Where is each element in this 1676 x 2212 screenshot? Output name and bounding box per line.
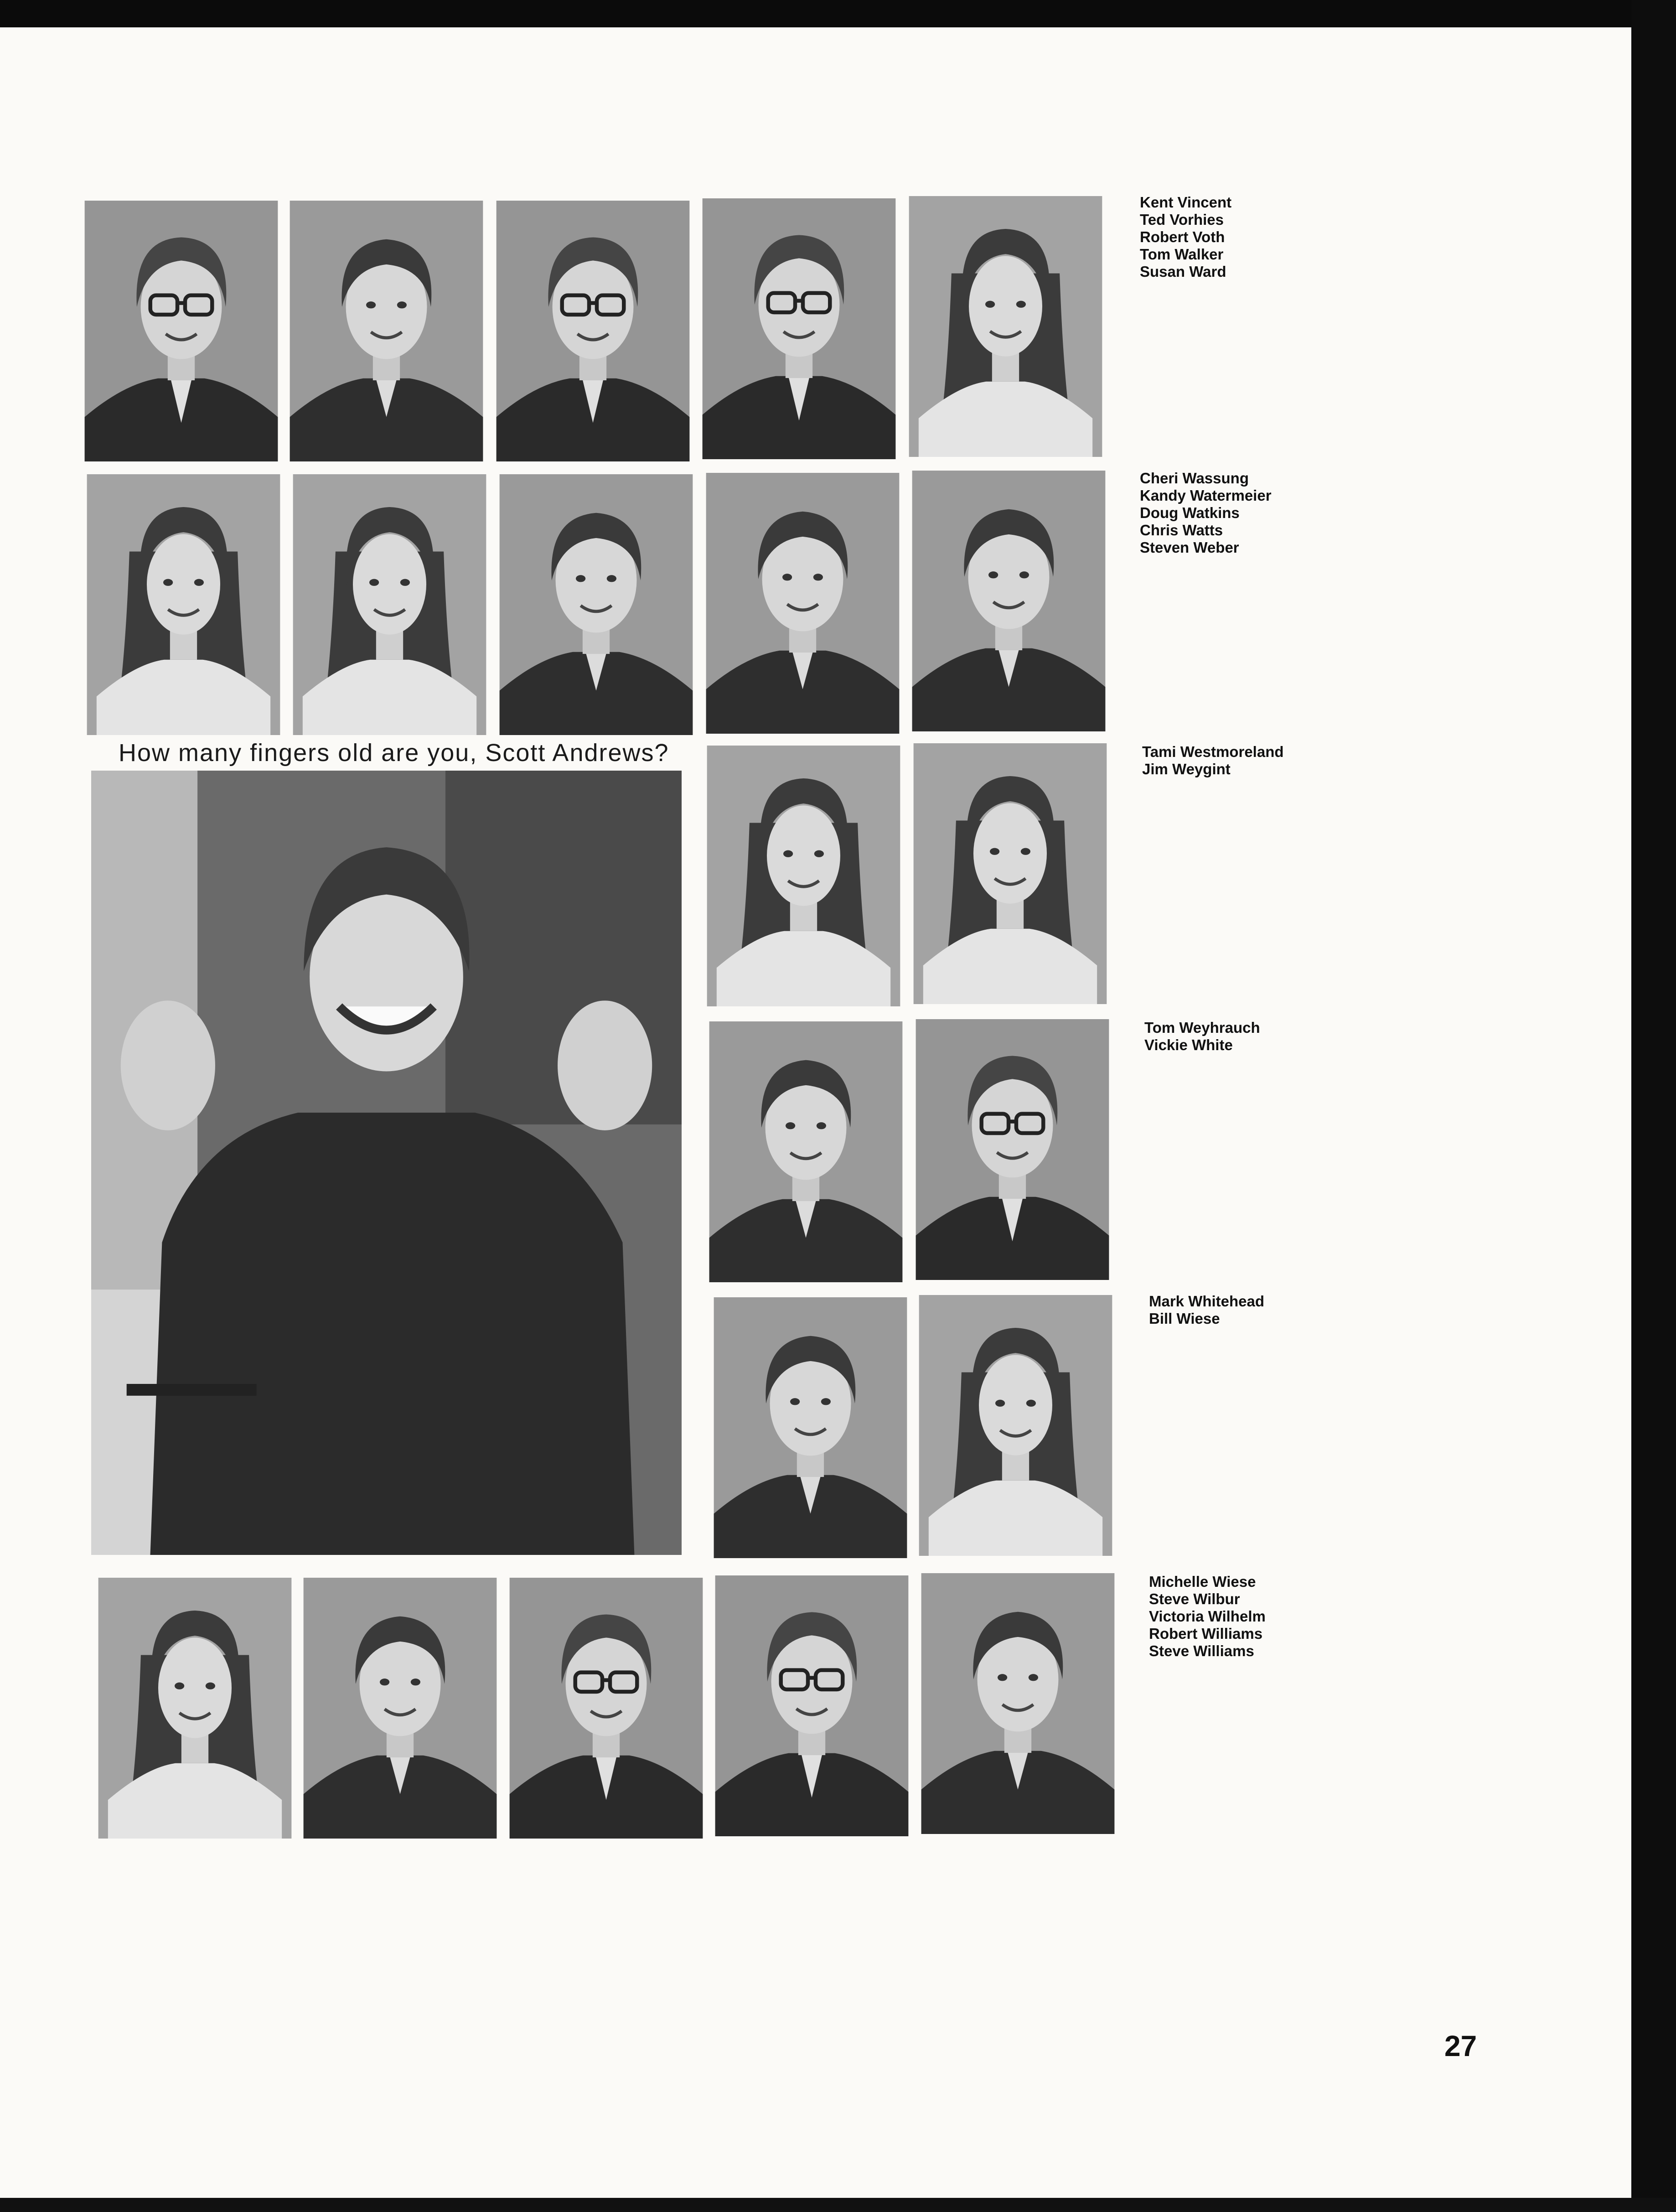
student-name: Victoria Wilhelm bbox=[1149, 1608, 1266, 1625]
photo-caption: How many fingers old are you, Scott Andrews? bbox=[119, 739, 669, 767]
page-number: 27 bbox=[1444, 2030, 1477, 2062]
portrait-photo bbox=[496, 201, 690, 461]
name-list bbox=[1140, 194, 1231, 280]
candid-photo bbox=[91, 771, 682, 1555]
page-right-border bbox=[1631, 0, 1676, 2212]
student-name: Doug Watkins bbox=[1140, 504, 1240, 521]
student-name: Kent Vincent bbox=[1140, 194, 1232, 211]
portrait-photo bbox=[707, 746, 900, 1006]
student-name: Vickie White bbox=[1144, 1036, 1233, 1053]
page-top-border bbox=[0, 0, 1676, 27]
student-name: Mark Whitehead bbox=[1149, 1293, 1265, 1310]
name-list bbox=[1149, 1293, 1264, 1327]
portrait-photo bbox=[290, 201, 483, 461]
student-name: Bill Wiese bbox=[1149, 1310, 1220, 1327]
student-name: Jim Weygint bbox=[1142, 761, 1231, 777]
student-name: Cheri Wassung bbox=[1140, 470, 1249, 487]
portrait-photo bbox=[509, 1578, 703, 1839]
portrait-photo bbox=[87, 474, 280, 735]
student-name: Tami Westmoreland bbox=[1142, 743, 1284, 760]
name-list bbox=[1140, 470, 1272, 556]
portrait-photo bbox=[706, 473, 900, 734]
portrait-photo bbox=[709, 1021, 903, 1282]
student-name: Robert Williams bbox=[1149, 1625, 1263, 1642]
student-name: Steve Wilbur bbox=[1149, 1590, 1240, 1607]
portrait-photo bbox=[499, 474, 693, 735]
portrait-photo bbox=[293, 474, 486, 735]
student-name: Robert Voth bbox=[1140, 228, 1225, 245]
portrait-photo bbox=[909, 196, 1102, 457]
portrait-photo bbox=[912, 471, 1106, 731]
student-name: Steven Weber bbox=[1140, 539, 1239, 556]
student-name: Kandy Watermeier bbox=[1140, 487, 1272, 504]
name-list bbox=[1144, 1019, 1260, 1054]
page-bottom-border bbox=[0, 2198, 1676, 2212]
name-list bbox=[1149, 1573, 1266, 1660]
portrait-photo bbox=[303, 1578, 497, 1839]
student-name: Chris Watts bbox=[1140, 522, 1223, 539]
portrait-photo bbox=[715, 1575, 909, 1836]
student-name: Ted Vorhies bbox=[1140, 211, 1224, 228]
student-name: Tom Walker bbox=[1140, 246, 1224, 263]
name-list bbox=[1142, 743, 1284, 778]
portrait-photo bbox=[84, 201, 278, 461]
portrait-photo bbox=[702, 198, 896, 459]
portrait-photo bbox=[916, 1019, 1109, 1280]
student-name: Susan Ward bbox=[1140, 263, 1226, 280]
portrait-photo bbox=[714, 1297, 907, 1558]
portrait-photo bbox=[919, 1295, 1112, 1556]
portrait-photo bbox=[98, 1578, 292, 1839]
student-name: Michelle Wiese bbox=[1149, 1573, 1256, 1590]
student-name: Steve Williams bbox=[1149, 1642, 1254, 1659]
portrait-photo bbox=[921, 1573, 1115, 1834]
portrait-photo bbox=[913, 743, 1107, 1004]
student-name: Tom Weyhrauch bbox=[1144, 1019, 1260, 1036]
